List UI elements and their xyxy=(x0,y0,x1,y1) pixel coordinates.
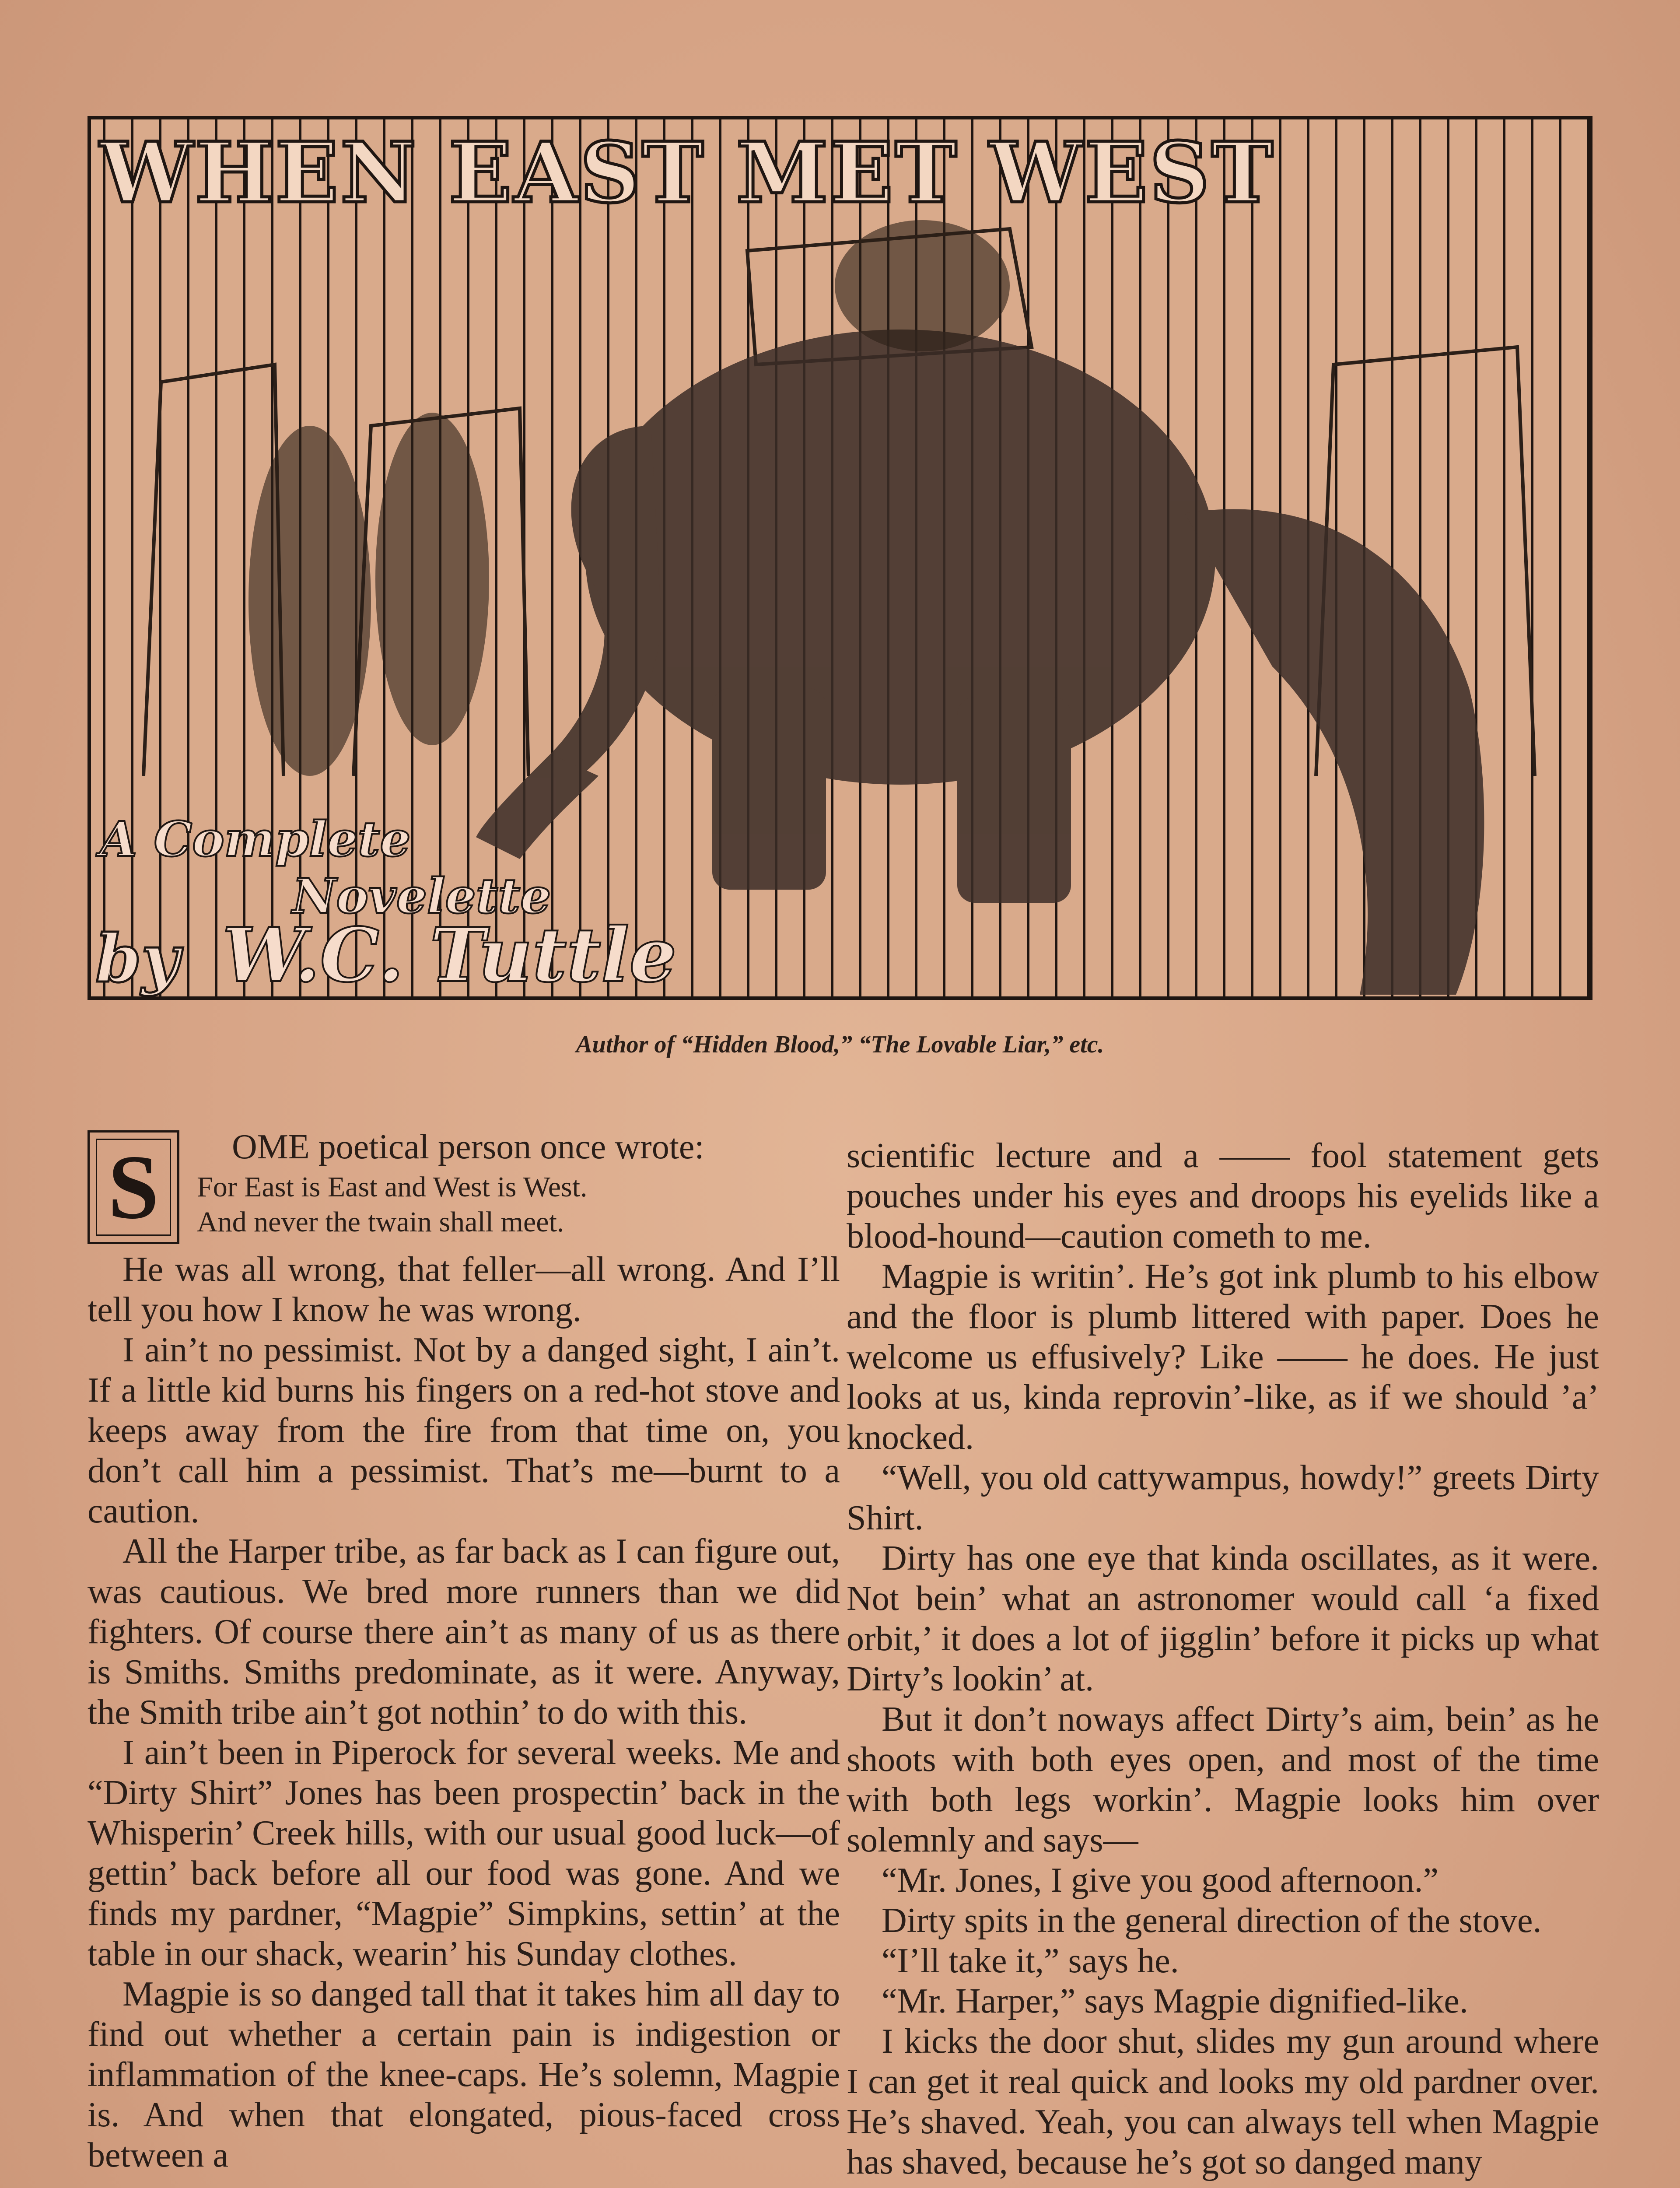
paragraph: He was all wrong, that feller—all wrong. And I’ll tell you how I know he was wrong. xyxy=(88,1250,840,1329)
dropcap-box xyxy=(88,1130,179,1244)
verse-line: And never the twain shall meet. xyxy=(197,1206,564,1238)
paragraph: I ain’t no pessimist. Not by a danged sight, I ain’t. If a little kid burns his fingers on a red-hot stove and keeps away from the fire from that time on, you don’t call him a pessimist. That’s me—burnt to a caution. xyxy=(88,1331,840,1530)
subtitle-line-2: Novelette xyxy=(292,868,551,924)
dropcap-letter: S xyxy=(96,1139,171,1236)
verse-quote xyxy=(88,1170,840,1240)
paragraph: “Mr. Harper,” says Magpie dignified-like. xyxy=(882,1982,1468,2020)
paragraph: Magpie is so danged tall that it takes him all day to find out whether a certain pain is indigestion or inflammation of the knee-caps. He’s solemn, Magpie is. And when that elongated, pious-faced cross between a xyxy=(88,1975,840,2174)
paragraph: “I’ll take it,” says he. xyxy=(882,1942,1179,1980)
right-column xyxy=(847,1136,1599,2182)
paragraph: I kicks the door shut, slides my gun around where I can get it real quick and looks my old pardner over. He’s shaved. Yeah, you can always tell when Magpie has shaved, because he’s got so danged many xyxy=(847,2022,1599,2181)
paragraph: Dirty has one eye that kinda oscillates, as it were. Not bein’ what an astronomer would call ‘a fixed orbit,’ it does a lot of jigglin’ before it picks up what Dirty’s lookin’ at. xyxy=(847,1539,1599,1698)
author-credit: Author of “Hidden Blood,” “The Lovable Liar,” etc. xyxy=(576,1031,1104,1058)
subtitle-line-1: A Complete xyxy=(100,811,411,867)
story-title: WHEN EAST MET WEST xyxy=(100,124,1275,221)
paragraph: But it don’t noways affect Dirty’s aim, bein’ as he shoots with both eyes open, and most of the time with both legs workin’. Magpie looks him over solemnly and says— xyxy=(847,1700,1599,1859)
byline-author: W.C. Tuttle xyxy=(222,912,677,999)
paragraph: “Well, you old cattywampus, howdy!” greets Dirty Shirt. xyxy=(847,1459,1599,1537)
opening-line: OME poetical person once wrote: xyxy=(232,1128,704,1166)
paragraph: Magpie is writin’. He’s got ink plumb to his elbow and the floor is plumb littered with paper. Does he welcome us effusively? Like —— he does. He just looks at us, kinda reprovin’-like, as if we should ’a’ knocked. xyxy=(847,1257,1599,1457)
paragraph: I ain’t been in Piperock for several weeks. Me and “Dirty Shirt” Jones has been prospectin’ back in the Whisperin’ Creek hills, with our usual good luck—of gettin’ back before all our food was gone. And we finds my pardner, “Magpie” Simpkins, settin’ at the table in our shack, wearin’ his Sunday clothes. xyxy=(88,1733,840,1973)
paragraph: All the Harper tribe, as far back as I can figure out, was cautious. We bred more runners than we did fighters. Of course there ain’t as many of us as there is Smiths. Smiths predominate, as it were. Anyway, the Smith tribe ain’t got nothin’ to do with this. xyxy=(88,1532,840,1732)
title-illustration xyxy=(88,116,1592,1000)
paragraph-continued: scientific lecture and a —— fool statement gets pouches under his eyes and droops his eyelids like a blood-hound—caution cometh to me. xyxy=(847,1136,1599,1255)
left-column xyxy=(88,1127,840,2175)
paragraph: “Mr. Jones, I give you good afternoon.” xyxy=(882,1861,1439,1900)
byline-prefix: by xyxy=(95,920,180,997)
paragraph: Dirty spits in the general direction of the stove. xyxy=(882,1901,1542,1940)
verse-line: For East is East and West is West. xyxy=(197,1171,588,1203)
